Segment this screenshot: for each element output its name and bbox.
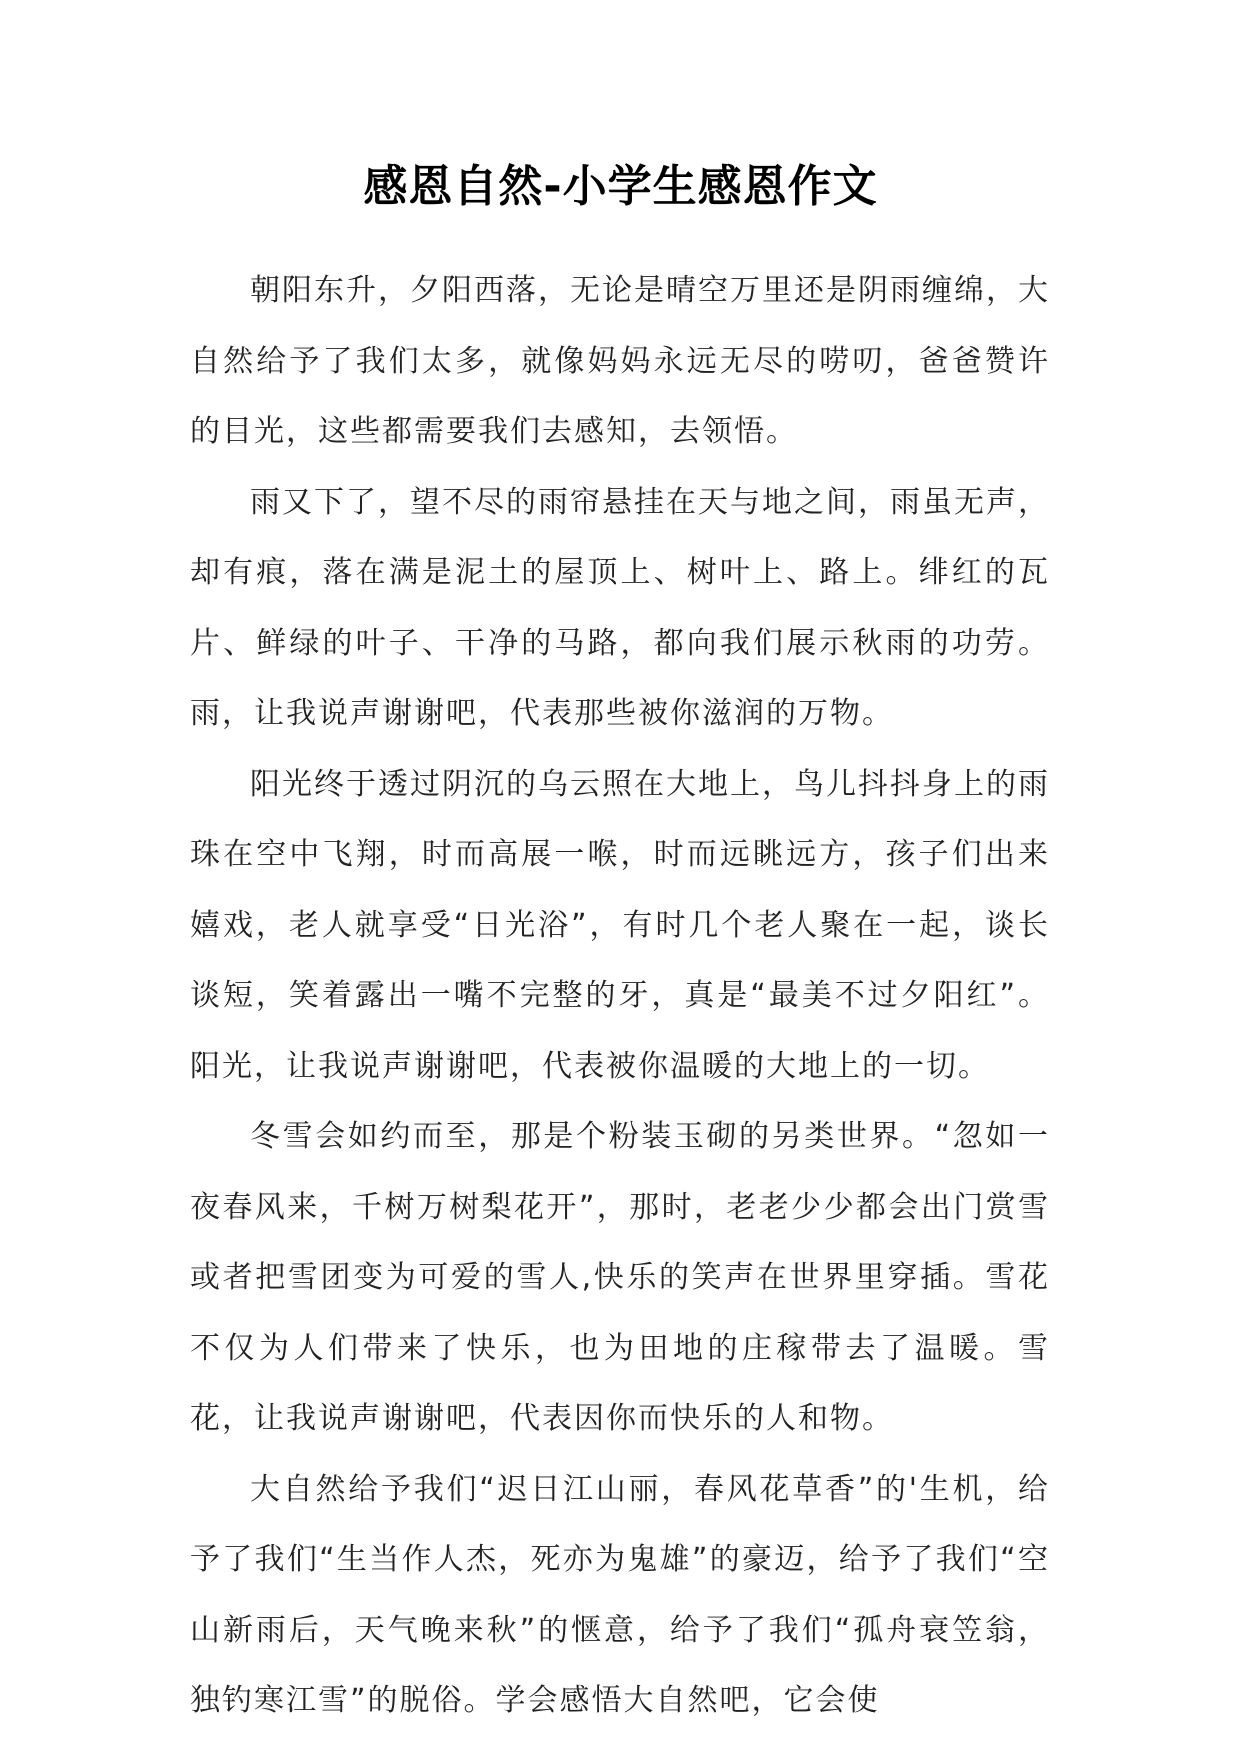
paragraph-2: 雨又下了，望不尽的雨帘悬挂在天与地之间，雨虽无声，却有痕，落在满是泥土的屋顶上、树叶上、路上。绯红的瓦片、鲜绿的叶子、干净的马路，都向我们展示秋雨的功劳。雨，让我说声谢谢吧，代表那些被你滋润的万物。 (190, 484, 1050, 731)
paragraph-5: 大自然给予我们“迟日江山丽，春风花草香”的'生机，给予了我们“生当作人杰，死亦为鬼雄”的豪迈，给予了我们“空山新雨后，天气晚来秋”的惬意，给予了我们“孤舟衰笠翁，独钓寒江雪”的脱俗。学会感悟大自然吧，它会使 (190, 1471, 1050, 1718)
document-title: 感恩自然-小学生感恩作文 (363, 161, 878, 212)
paragraph-3: 阳光终于透过阴沉的乌云照在大地上，鸟儿抖抖身上的雨珠在空中飞翔，时而高展一喉，时而远眺远方，孩子们出来嬉戏，老人就享受“日光浴”，有时几个老人聚在一起，谈长谈短，笑着露出一嘴不完整的牙，真是“最美不过夕阳红”。阳光，让我说声谢谢吧，代表被你温暖的大地上的一切。 (190, 766, 1050, 1084)
paragraph-4: 冬雪会如约而至，那是个粉装玉砌的另类世界。“忽如一夜春风来，千树万树梨花开”，那时，老老少少都会出门赏雪或者把雪团变为可爱的雪人,快乐的笑声在世界里穿插。雪花不仅为人们带来了快乐，也为田地的庄稼带去了温暖。雪花，让我说声谢谢吧，代表因你而快乐的人和物。 (190, 1119, 1050, 1436)
paragraph-1: 朝阳东升，夕阳西落，无论是晴空万里还是阴雨缠绵，大自然给予了我们太多，就像妈妈永远无尽的唠叨，爸爸赞许的目光，这些都需要我们去感知，去领悟。 (190, 273, 1050, 449)
document-body (190, 256, 1050, 1737)
